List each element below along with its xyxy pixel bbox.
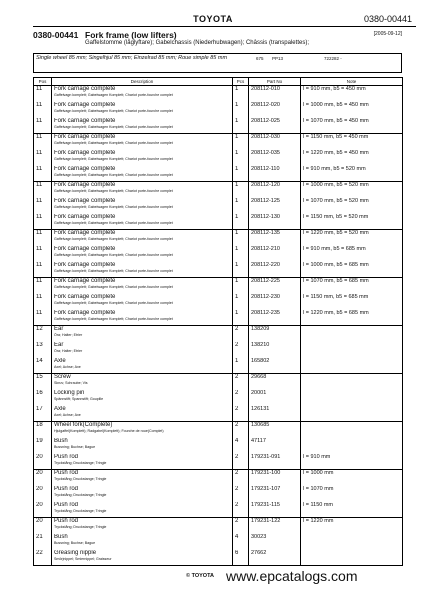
row-part-no: 208112-125: [249, 198, 301, 214]
row-pos: 11: [34, 134, 52, 150]
row-note: [301, 326, 403, 342]
table-row: [34, 454, 403, 470]
row-part-no: 20001: [249, 390, 301, 406]
row-description-translations: Gaffelvagn komplett; Gabelwagen Komplett; Chariot porte-fourche complet: [54, 252, 173, 257]
row-note: [301, 550, 403, 566]
row-description-main: Ear: [54, 326, 64, 332]
table-row: [34, 342, 403, 358]
row-description-main: Fork carriage complete: [54, 213, 116, 220]
row-pcs: 1: [233, 86, 249, 102]
row-description-main: Fork carriage complete: [54, 182, 116, 188]
row-description-translations: Gaffelvagn komplett; Gabelwagen Komplett; Chariot porte-fourche complet: [54, 300, 173, 305]
row-description-main: Fork carriage complete: [54, 149, 116, 156]
row-description-main: Fork carriage complete: [54, 101, 116, 108]
table-row: [34, 230, 403, 246]
row-description: [52, 310, 233, 326]
row-description-translations: Axel; Achse; Axe: [54, 412, 81, 417]
row-description-main: Push rod: [54, 453, 79, 460]
row-description: [52, 358, 233, 374]
row-description: [52, 150, 233, 166]
row-description-main: Bush: [54, 533, 68, 540]
row-description-translations: Gaffelvagn komplett; Gabelwagen Komplett; Chariot porte-fourche complet: [54, 268, 173, 273]
row-description: [52, 438, 233, 454]
row-note: l = 1070 mm, b5 = 520 mm: [301, 198, 403, 214]
row-pcs: 1: [233, 118, 249, 134]
row-note: l = 1150 mm, b5 = 520 mm: [301, 214, 403, 230]
row-note: [301, 358, 403, 374]
row-note: l = 1150 mm, b5 = 450 mm: [301, 134, 403, 150]
header-divider: [33, 26, 416, 27]
row-pos: 11: [34, 182, 52, 198]
row-part-no: 208112-030: [249, 134, 301, 150]
row-pcs: 1: [233, 102, 249, 118]
row-pos: 11: [34, 294, 52, 310]
row-description-translations: Gaffelvagn komplett; Gabelwagen Komplett; Chariot porte-fourche complet: [54, 172, 173, 177]
row-pcs: 1: [233, 166, 249, 182]
row-part-no: 130685: [249, 422, 301, 438]
row-pcs: 1: [233, 182, 249, 198]
header-note: Note: [301, 78, 403, 86]
watermark: www.epcatalogs.com: [226, 568, 358, 584]
table-row: [34, 374, 403, 390]
row-pcs: 1: [233, 246, 249, 262]
row-description: [52, 502, 233, 518]
row-pos: 15: [34, 374, 52, 390]
row-description: [52, 262, 233, 278]
variant-code-3: 722282 -: [324, 56, 342, 61]
row-description-main: Ear: [54, 341, 64, 348]
parts-table-body: [34, 86, 403, 566]
row-note: l = 910 mm, b5 = 520 mm: [301, 166, 403, 182]
row-description-main: Push rod: [54, 518, 79, 524]
row-part-no: 208112-225: [249, 278, 301, 294]
row-description: [52, 422, 233, 438]
row-description-translations: Bussning; Buchse; Bague: [54, 444, 96, 449]
row-part-no: 179231-100: [249, 470, 301, 486]
row-note: [301, 422, 403, 438]
row-note: l = 910 mm, b5 = 685 mm: [301, 246, 403, 262]
row-pos: 20: [34, 486, 52, 502]
variant-code-2: PP13: [272, 56, 284, 61]
table-row: [34, 102, 403, 118]
row-pos: 11: [34, 278, 52, 294]
row-description-main: Fork carriage complete: [54, 261, 116, 268]
row-description-main: Fork carriage complete: [54, 165, 116, 172]
row-description: [52, 342, 233, 358]
row-pcs: 1: [233, 294, 249, 310]
row-note: l = 1070 mm, b5 = 685 mm: [301, 278, 403, 294]
row-description-main: Greasing nipple: [54, 549, 97, 556]
row-pcs: 1: [233, 198, 249, 214]
row-description-translations: Skruv; Schraube; Vis: [54, 381, 88, 385]
table-row: [34, 294, 403, 310]
row-pcs: 2: [233, 454, 249, 470]
row-description: [52, 166, 233, 182]
row-pcs: 1: [233, 230, 249, 246]
row-pcs: 1: [233, 214, 249, 230]
row-description: [52, 470, 233, 486]
row-pos: 11: [34, 310, 52, 326]
row-description: [52, 118, 233, 134]
table-row: [34, 198, 403, 214]
table-row: [34, 118, 403, 134]
row-description-main: Fork carriage complete: [54, 86, 116, 92]
row-pos: 11: [34, 118, 52, 134]
row-note: l = 1000 mm, b5 = 520 mm: [301, 182, 403, 198]
row-description: [52, 102, 233, 118]
table-row: [34, 166, 403, 182]
row-description-main: Fork carriage complete: [54, 309, 116, 316]
row-part-no: 179231-091: [249, 454, 301, 470]
row-note: l = 1220 mm: [301, 518, 403, 534]
table-row: [34, 406, 403, 422]
row-description: [52, 390, 233, 406]
table-row: [34, 502, 403, 518]
row-pcs: 1: [233, 278, 249, 294]
row-pcs: 2: [233, 374, 249, 390]
row-pcs: 2: [233, 518, 249, 534]
table-row: [34, 534, 403, 550]
row-description-translations: Gaffelvagn komplett; Gabelwagen Komplett; Chariot porte-fourche complet: [54, 316, 173, 321]
row-description-main: Fork carriage complete: [54, 278, 116, 284]
row-note: [301, 374, 403, 390]
row-part-no: 179231-122: [249, 518, 301, 534]
row-part-no: 208112-135: [249, 230, 301, 246]
table-row: [34, 326, 403, 342]
row-part-no: 208112-230: [249, 294, 301, 310]
row-description: [52, 278, 233, 294]
row-description-translations: Gaffelvagn komplett; Gabelwagen Komplett; Chariot porte-fourche complet: [54, 141, 173, 145]
row-description-translations: Bussning; Buchse; Bague: [54, 540, 96, 545]
row-description: [52, 134, 233, 150]
row-description: [52, 182, 233, 198]
row-pos: 11: [34, 86, 52, 102]
row-pcs: 1: [233, 150, 249, 166]
row-pos: 11: [34, 166, 52, 182]
table-row: [34, 214, 403, 230]
row-description-translations: Gaffelvagn komplett; Gabelwagen Komplett; Chariot porte-fourche complet: [54, 108, 173, 113]
row-part-no: 47117: [249, 438, 301, 454]
row-note: [301, 534, 403, 550]
row-description-translations: Gaffelvagn komplett; Gabelwagen Komplett; Chariot porte-fourche complet: [54, 124, 173, 129]
row-description-main: Fork carriage complete: [54, 230, 116, 236]
table-row: [34, 278, 403, 294]
parts-table: [33, 77, 403, 566]
row-pos: 20: [34, 470, 52, 486]
row-pcs: 1: [233, 134, 249, 150]
row-description-main: Bush: [54, 437, 68, 444]
row-pcs: 2: [233, 342, 249, 358]
section-code: 0380-00441: [33, 30, 79, 40]
row-description: [52, 246, 233, 262]
row-description-main: Wheel fork(Complete): [54, 422, 113, 428]
row-description-translations: Gaffelvagn komplett; Gabelwagen Komplett; Chariot porte-fourche complet: [54, 285, 173, 289]
row-part-no: 138209: [249, 326, 301, 342]
row-pos: 11: [34, 102, 52, 118]
row-pcs: 4: [233, 438, 249, 454]
row-description: [52, 534, 233, 550]
header-description: Description: [52, 78, 233, 86]
row-description: [52, 518, 233, 534]
row-description-translations: Tryckstång; Druckstange; Tringle: [54, 525, 107, 529]
row-pos: 11: [34, 214, 52, 230]
row-note: l = 1220 mm, b5 = 520 mm: [301, 230, 403, 246]
row-note: [301, 438, 403, 454]
row-description: [52, 374, 233, 390]
row-pos: 11: [34, 198, 52, 214]
row-pos: 12: [34, 326, 52, 342]
row-pos: 20: [34, 502, 52, 518]
row-description-main: Push rod: [54, 485, 79, 492]
table-row: [34, 310, 403, 326]
row-description: [52, 214, 233, 230]
row-description-main: Screw: [54, 374, 71, 380]
table-row: [34, 390, 403, 406]
table-row: [34, 486, 403, 502]
row-description-translations: Hjulgaffel(Komplett); Radgabel(Komplett); Fourche de roue(Complet): [54, 429, 164, 433]
table-row: [34, 470, 403, 486]
row-description-main: Push rod: [54, 501, 79, 508]
table-row: [34, 550, 403, 566]
row-note: [301, 406, 403, 422]
row-description-translations: Öra; Halter; Etrier: [54, 348, 83, 353]
row-description: [52, 294, 233, 310]
row-description: [52, 486, 233, 502]
row-description-translations: Gaffelvagn komplett; Gabelwagen Komplett; Chariot porte-fourche complet: [54, 220, 173, 225]
row-pos: 20: [34, 454, 52, 470]
row-pcs: 1: [233, 310, 249, 326]
footer-copyright: © TOYOTA: [186, 573, 214, 579]
row-note: l = 1000 mm: [301, 470, 403, 486]
row-description-main: Fork carriage complete: [54, 134, 116, 140]
table-row: [34, 150, 403, 166]
row-part-no: 30023: [249, 534, 301, 550]
row-pcs: 6: [233, 550, 249, 566]
row-description-main: Fork carriage complete: [54, 245, 116, 252]
row-note: l = 910 mm: [301, 454, 403, 470]
row-pcs: 2: [233, 502, 249, 518]
row-pos: 16: [34, 390, 52, 406]
row-description: [52, 406, 233, 422]
row-description-translations: Gaffelvagn komplett; Gabelwagen Komplett; Chariot porte-fourche complet: [54, 204, 173, 209]
row-description: [52, 454, 233, 470]
row-description-translations: Tryckstång; Druckstange; Tringle: [54, 508, 107, 513]
row-note: [301, 390, 403, 406]
row-description-main: Fork carriage complete: [54, 117, 116, 124]
row-pos: 18: [34, 422, 52, 438]
row-note: l = 1150 mm: [301, 502, 403, 518]
row-description-main: Fork carriage complete: [54, 197, 116, 204]
row-description-main: Locking pin: [54, 389, 85, 396]
variant-code-1: 675: [256, 56, 264, 61]
row-description-translations: Gaffelvagn komplett; Gabelwagen Komplett; Chariot porte-fourche complet: [54, 156, 173, 161]
row-part-no: 208112-010: [249, 86, 301, 102]
row-description-main: Axle: [54, 357, 66, 364]
row-pos: 19: [34, 438, 52, 454]
row-pos: 21: [34, 534, 52, 550]
row-part-no: 179231-107: [249, 486, 301, 502]
row-pos: 17: [34, 406, 52, 422]
row-description: [52, 198, 233, 214]
row-part-no: 208112-220: [249, 262, 301, 278]
table-row: [34, 358, 403, 374]
row-part-no: 165802: [249, 358, 301, 374]
row-description-translations: Smörjnippel; Smiernippel; Graisseur: [54, 556, 112, 561]
row-part-no: 29668: [249, 374, 301, 390]
row-description: [52, 86, 233, 102]
row-part-no: 179231-115: [249, 502, 301, 518]
row-pos: 11: [34, 150, 52, 166]
row-description-translations: Axel; Achse; Axe: [54, 364, 81, 369]
row-description-translations: Tryckstång; Druckstange; Tringle: [54, 492, 107, 497]
row-description-translations: Gaffelvagn komplett; Gabelwagen Komplett; Chariot porte-fourche complet: [54, 189, 173, 193]
row-description: [52, 326, 233, 342]
header-pos: Pos: [34, 78, 52, 86]
row-part-no: 126131: [249, 406, 301, 422]
row-part-no: 208112-035: [249, 150, 301, 166]
row-note: l = 1070 mm: [301, 486, 403, 502]
row-pcs: 1: [233, 262, 249, 278]
row-pos: 11: [34, 230, 52, 246]
page-reference: 0380-00441: [363, 14, 412, 24]
row-part-no: 208112-235: [249, 310, 301, 326]
row-pos: 11: [34, 262, 52, 278]
row-part-no: 208112-130: [249, 214, 301, 230]
row-pos: 13: [34, 342, 52, 358]
page-subtitle: Gaffelstomme (låglyftare); Gabelchassis (Niederhubwagen); Châssis (transpalettes);: [85, 40, 309, 46]
row-note: l = 1220 mm, b5 = 685 mm: [301, 310, 403, 326]
row-part-no: 208112-020: [249, 102, 301, 118]
header-part-no: Part No: [249, 78, 301, 86]
row-note: l = 1000 mm, b5 = 450 mm: [301, 102, 403, 118]
row-note: l = 1220 mm, b5 = 450 mm: [301, 150, 403, 166]
table-header-row: [34, 78, 403, 86]
row-description-translations: Tryckstång; Druckstange; Tringle: [54, 477, 107, 481]
row-description-translations: Öra; Halter; Etrier: [54, 333, 83, 337]
page-title: Fork frame (low lifters): [85, 30, 177, 40]
row-description-main: Axle: [54, 405, 66, 412]
table-row: [34, 86, 403, 102]
revision-date: [2005-09-12]: [373, 31, 402, 37]
brand-name: TOYOTA: [193, 14, 233, 24]
table-row: [34, 422, 403, 438]
row-pos: 20: [34, 518, 52, 534]
row-description-translations: Gaffelvagn komplett; Gabelwagen Komplett; Chariot porte-fourche complet: [54, 237, 173, 241]
row-pcs: 2: [233, 470, 249, 486]
variant-info-box: [33, 53, 402, 73]
table-row: [34, 134, 403, 150]
row-part-no: 208112-210: [249, 246, 301, 262]
row-pos: 11: [34, 246, 52, 262]
row-note: l = 1150 mm, b5 = 685 mm: [301, 294, 403, 310]
row-note: l = 1070 mm, b5 = 450 mm: [301, 118, 403, 134]
row-description-main: Fork carriage complete: [54, 293, 116, 300]
row-description-main: Push rod: [54, 470, 79, 476]
row-part-no: 208112-120: [249, 182, 301, 198]
row-pcs: 2: [233, 390, 249, 406]
row-pos: 22: [34, 550, 52, 566]
row-note: l = 1000 mm, b5 = 685 mm: [301, 262, 403, 278]
row-pcs: 2: [233, 406, 249, 422]
row-description: [52, 230, 233, 246]
table-row: [34, 246, 403, 262]
row-pcs: 4: [233, 534, 249, 550]
row-part-no: 208112-110: [249, 166, 301, 182]
row-note: l = 910 mm, b5 = 450 mm: [301, 86, 403, 102]
row-description-translations: Tryckstång; Druckstange; Tringle: [54, 460, 107, 465]
row-part-no: 208112-025: [249, 118, 301, 134]
row-note: [301, 342, 403, 358]
row-pos: 14: [34, 358, 52, 374]
variant-description: Single wheel 85 mm; Singelhjul 85 mm; Einzelrad 85 mm; Roue simple 85 mm: [36, 55, 228, 61]
table-row: [34, 518, 403, 534]
table-row: [34, 182, 403, 198]
row-description-translations: Spännstift; Spannstift; Goupille: [54, 396, 104, 401]
header-pcs: Pcs: [233, 78, 249, 86]
row-pcs: 2: [233, 422, 249, 438]
row-pcs: 2: [233, 326, 249, 342]
row-pcs: 2: [233, 486, 249, 502]
row-pcs: 1: [233, 358, 249, 374]
row-description-translations: Gaffelvagn komplett; Gabelwagen Komplett; Chariot porte-fourche complet: [54, 93, 173, 97]
row-part-no: 27662: [249, 550, 301, 566]
row-description: [52, 550, 233, 566]
table-row: [34, 438, 403, 454]
row-part-no: 138210: [249, 342, 301, 358]
table-row: [34, 262, 403, 278]
